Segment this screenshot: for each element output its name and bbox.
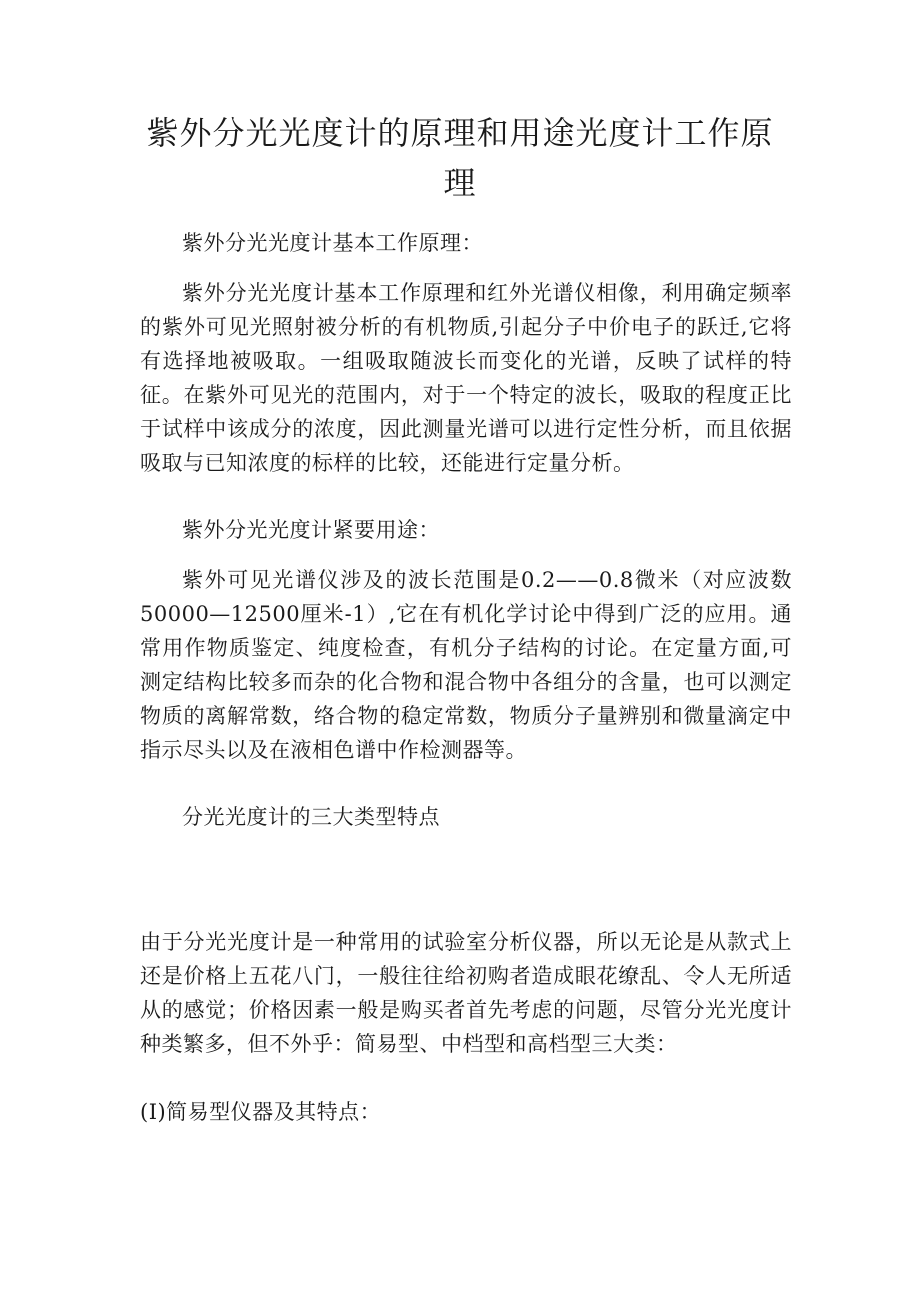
paragraph-types: 由于分光光度计是一种常用的试验室分析仪器，所以无论是从款式上还是价格上五花八门，一般往往给初购者造成眼花缭乱、令人无所适从的感觉；价格因素一般是购买者首先考虑的问题，尽管分光光度计种类繁多，但不外乎：简易型、中档型和高档型三大类： xyxy=(140,930,792,1056)
section-heading-principle: 紫外分光光度计基本工作原理： xyxy=(182,231,483,255)
paragraph-uses: 紫外可见光谱仪涉及的波长范围是0.2——0.8微米（对应波数50000—12500厘米-1）,它在有机化学讨论中得到广泛的应用。通常用作物质鉴定、纯度检查，有机分子结构的讨论。在定量方面,可测定结构比较多而杂的化合物和混合物中各组分的含量，也可以测定物质的离解常数，络合物的稳定常数，物质分子量辨别和微量滴定中指示尽头以及在液相色谱中作检测器等。 xyxy=(140,568,792,762)
document-title: 紫外分光光度计的原理和用途光度计工作原理 xyxy=(146,114,774,202)
subsection-heading-simple: (I)简易型仪器及其特点： xyxy=(140,1100,382,1124)
paragraph-principle: 紫外分光光度计基本工作原理和红外光谱仪相像，利用确定频率的紫外可见光照射被分析的有机物质,引起分子中价电子的跃迁,它将有选择地被吸取。一组吸取随波长而变化的光谱，反映了试样的特征。在紫外可见光的范围内，对于一个特定的波长，吸取的程度正比于试样中该成分的浓度，因此测量光谱可以进行定性分析，而且依据吸取与已知浓度的标样的比较，还能进行定量分析。 xyxy=(140,281,792,475)
section-heading-types: 分光光度计的三大类型特点 xyxy=(182,805,440,829)
section-heading-uses: 紫外分光光度计紧要用途： xyxy=(182,518,440,542)
